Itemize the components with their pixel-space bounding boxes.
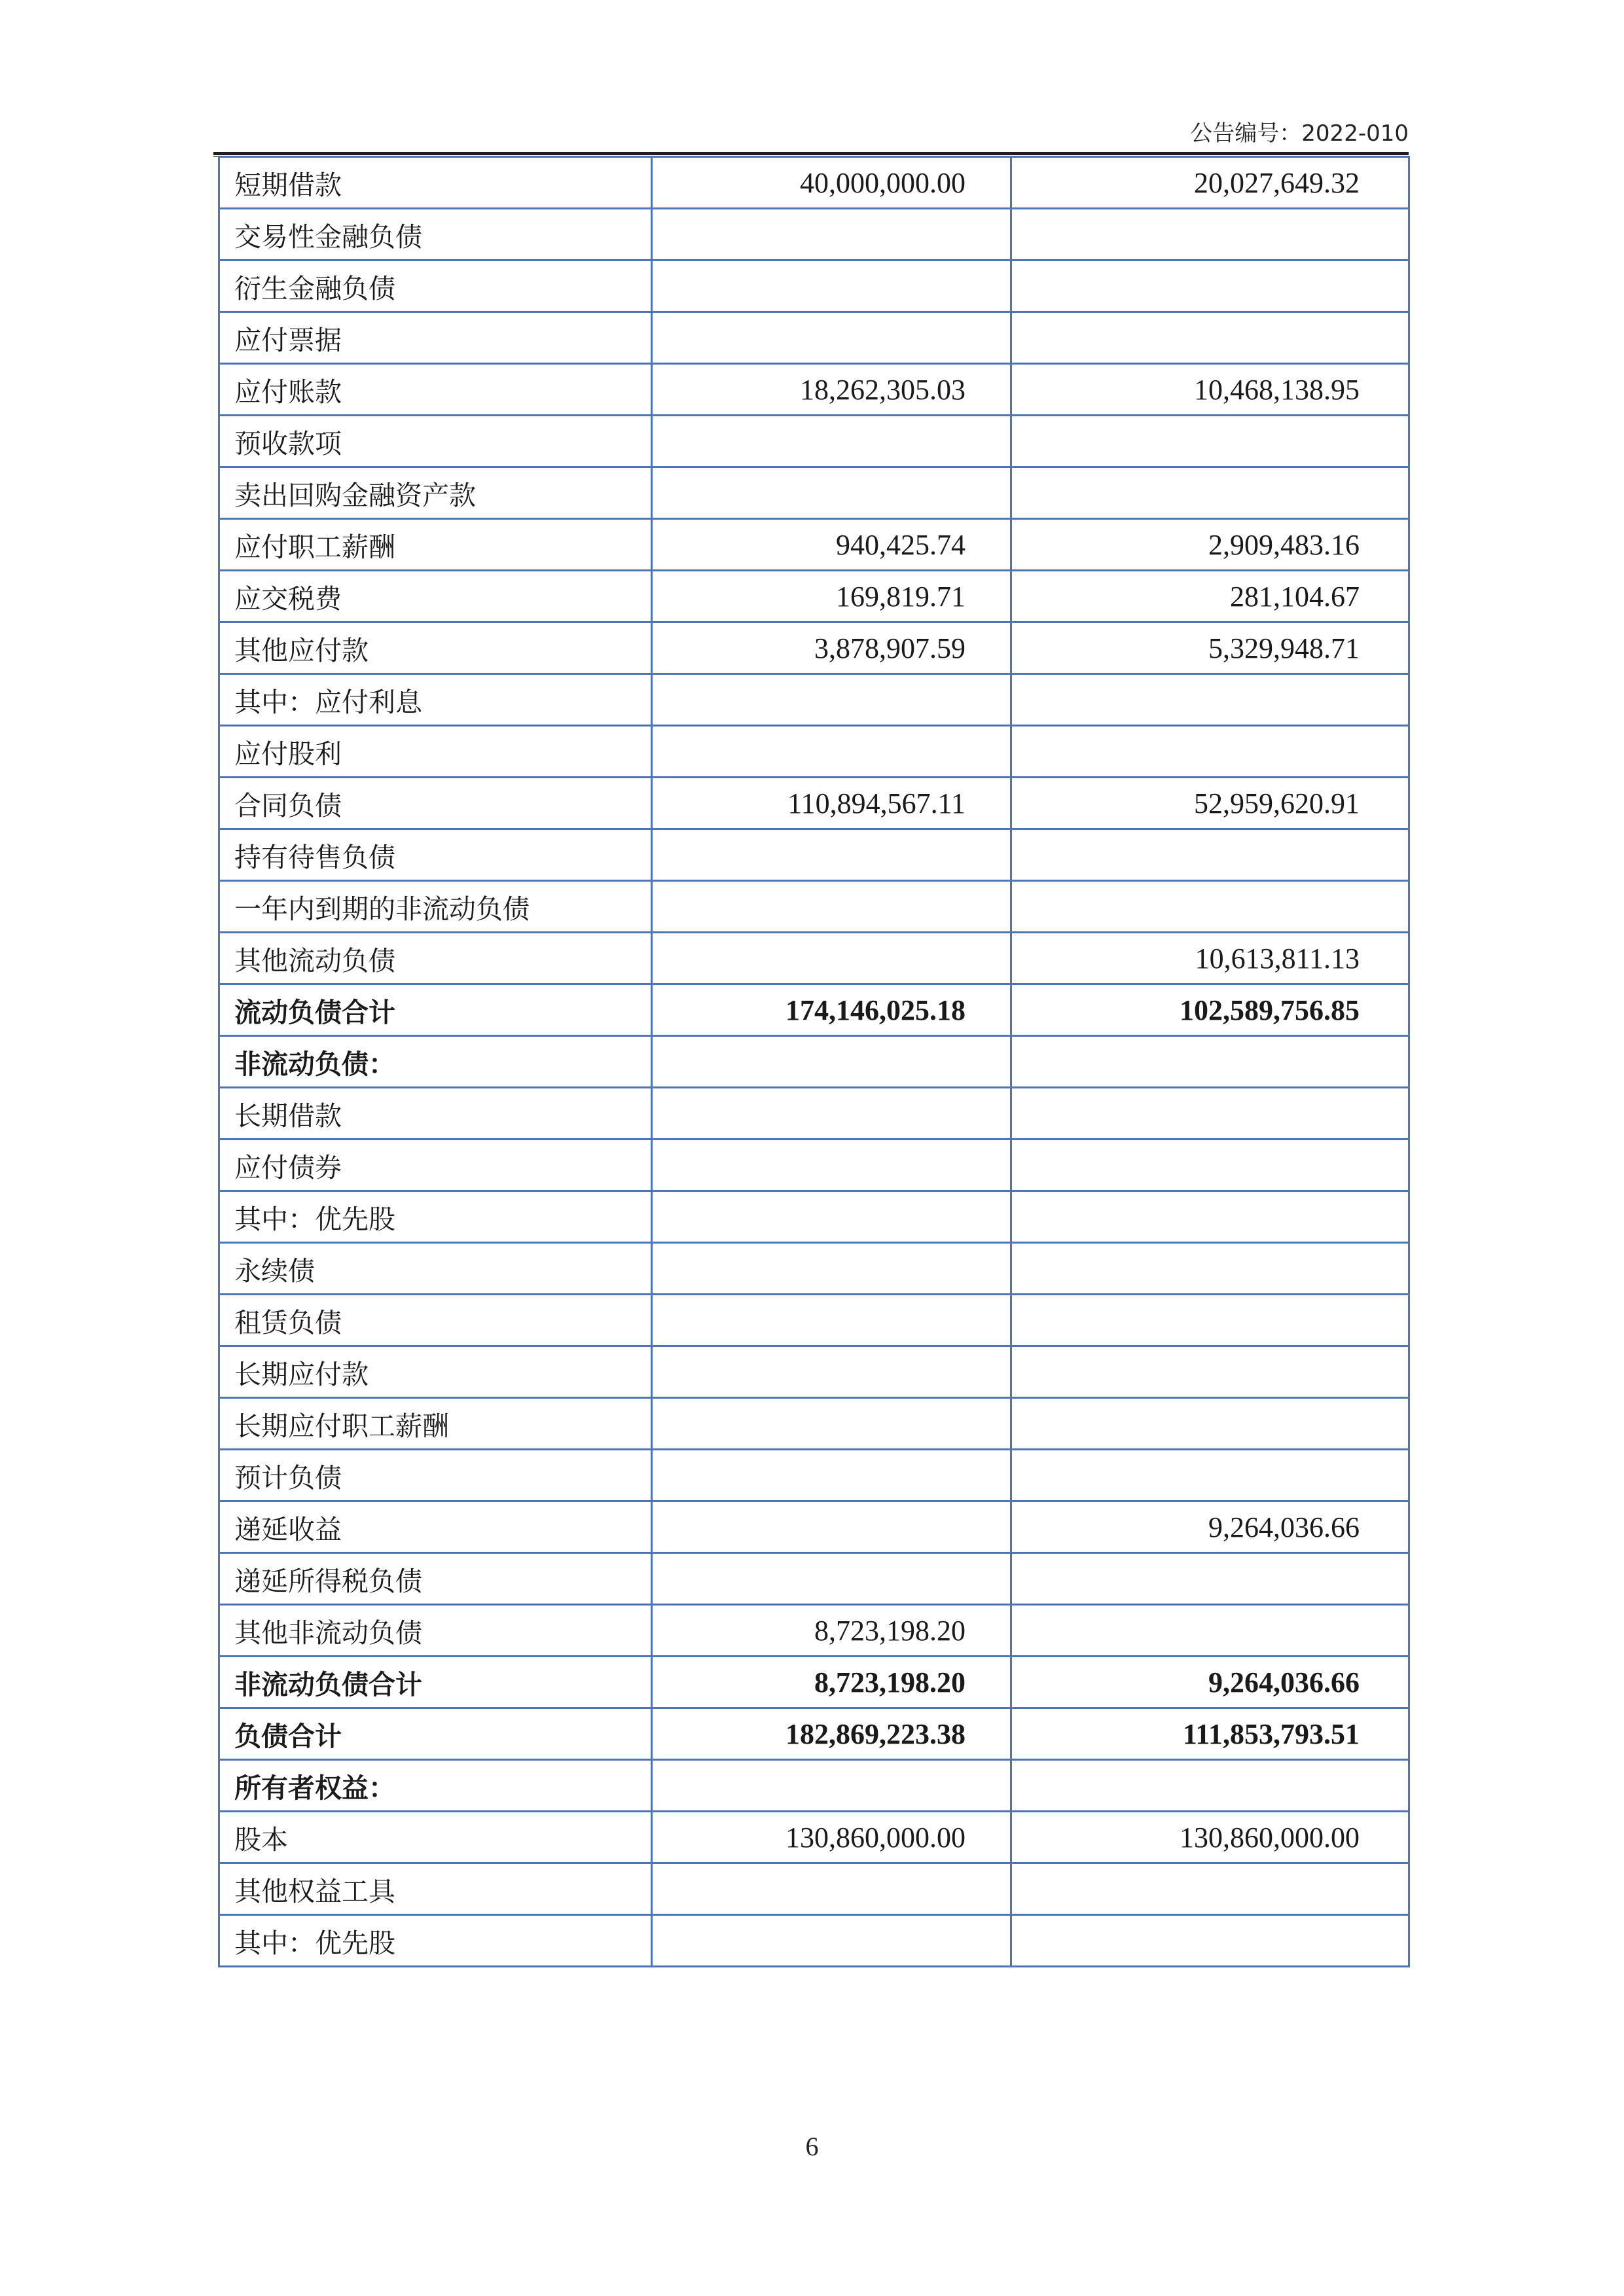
prior-period-value: 5,329,948.71 [1011, 622, 1409, 674]
row-label: 预收款项 [219, 416, 652, 467]
current-period-value [652, 881, 1011, 933]
prior-period-value: 281,104.67 [1011, 571, 1409, 622]
prior-period-value [1011, 1605, 1409, 1657]
current-period-value: 8,723,198.20 [652, 1657, 1011, 1708]
row-label: 非流动负债合计 [219, 1657, 652, 1708]
row-label: 应交税费 [219, 571, 652, 622]
current-period-value: 130,860,000.00 [652, 1812, 1011, 1863]
current-period-value [652, 1553, 1011, 1605]
table-row [219, 829, 1409, 881]
table-row [219, 1605, 1409, 1657]
table-row [219, 933, 1409, 984]
balance-sheet-body [219, 157, 1409, 1967]
prior-period-value: 102,589,756.85 [1011, 984, 1409, 1036]
table-row [219, 1812, 1409, 1863]
row-label: 其他权益工具 [219, 1863, 652, 1915]
current-period-value [652, 312, 1011, 364]
prior-period-value: 9,264,036.66 [1011, 1657, 1409, 1708]
current-period-value [652, 829, 1011, 881]
row-label: 应付债券 [219, 1139, 652, 1191]
row-label: 长期借款 [219, 1088, 652, 1139]
prior-period-value [1011, 881, 1409, 933]
row-label: 永续债 [219, 1243, 652, 1295]
prior-period-value [1011, 260, 1409, 312]
row-label: 卖出回购金融资产款 [219, 467, 652, 519]
table-row [219, 1088, 1409, 1139]
row-label: 递延收益 [219, 1501, 652, 1553]
header-rule [213, 152, 1409, 155]
prior-period-value: 10,613,811.13 [1011, 933, 1409, 984]
prior-period-value: 111,853,793.51 [1011, 1708, 1409, 1760]
current-period-value [652, 1191, 1011, 1243]
table-row [219, 467, 1409, 519]
current-period-value [652, 1243, 1011, 1295]
prior-period-value [1011, 726, 1409, 778]
row-label: 短期借款 [219, 157, 652, 209]
current-period-value [652, 1760, 1011, 1812]
table-row [219, 726, 1409, 778]
current-period-value: 40,000,000.00 [652, 157, 1011, 209]
prior-period-value: 9,264,036.66 [1011, 1501, 1409, 1553]
current-period-value: 3,878,907.59 [652, 622, 1011, 674]
current-period-value [652, 416, 1011, 467]
row-label: 非流动负债： [219, 1036, 652, 1088]
current-period-value: 18,262,305.03 [652, 364, 1011, 416]
prior-period-value [1011, 1346, 1409, 1398]
prior-period-value [1011, 1915, 1409, 1967]
table-row [219, 1501, 1409, 1553]
prior-period-value [1011, 209, 1409, 260]
prior-period-value: 2,909,483.16 [1011, 519, 1409, 571]
current-period-value [652, 674, 1011, 726]
row-label: 租赁负债 [219, 1295, 652, 1346]
current-period-value [652, 1139, 1011, 1191]
prior-period-value [1011, 1450, 1409, 1501]
prior-period-value [1011, 1036, 1409, 1088]
row-label: 流动负债合计 [219, 984, 652, 1036]
table-row [219, 1863, 1409, 1915]
row-label: 负债合计 [219, 1708, 652, 1760]
current-period-value: 174,146,025.18 [652, 984, 1011, 1036]
table-row [219, 1295, 1409, 1346]
prior-period-value [1011, 829, 1409, 881]
table-row [219, 1243, 1409, 1295]
current-period-value: 8,723,198.20 [652, 1605, 1011, 1657]
page-number: 6 [805, 2132, 819, 2161]
current-period-value [652, 1863, 1011, 1915]
row-label: 其中：应付利息 [219, 674, 652, 726]
current-period-value [652, 1295, 1011, 1346]
row-label: 股本 [219, 1812, 652, 1863]
prior-period-value [1011, 674, 1409, 726]
current-period-value [652, 260, 1011, 312]
row-label: 其中：优先股 [219, 1191, 652, 1243]
table-row [219, 519, 1409, 571]
prior-period-value [1011, 1139, 1409, 1191]
prior-period-value [1011, 416, 1409, 467]
table-row [219, 622, 1409, 674]
current-period-value: 182,869,223.38 [652, 1708, 1011, 1760]
prior-period-value [1011, 1760, 1409, 1812]
row-label: 其他应付款 [219, 622, 652, 674]
current-period-value [652, 726, 1011, 778]
table-row [219, 1657, 1409, 1708]
table-row [219, 984, 1409, 1036]
current-period-value: 169,819.71 [652, 571, 1011, 622]
table-row [219, 1760, 1409, 1812]
current-period-value [652, 1036, 1011, 1088]
current-period-value [652, 1501, 1011, 1553]
table-row [219, 881, 1409, 933]
current-period-value [652, 209, 1011, 260]
current-period-value [652, 1346, 1011, 1398]
row-label: 应付股利 [219, 726, 652, 778]
prior-period-value [1011, 1191, 1409, 1243]
row-label: 长期应付款 [219, 1346, 652, 1398]
table-row [219, 1708, 1409, 1760]
row-label: 应付票据 [219, 312, 652, 364]
prior-period-value [1011, 1863, 1409, 1915]
table-row [219, 416, 1409, 467]
row-label: 衍生金融负债 [219, 260, 652, 312]
current-period-value: 110,894,567.11 [652, 778, 1011, 829]
table-row [219, 1553, 1409, 1605]
balance-sheet-table [218, 156, 1410, 1967]
table-row [219, 1139, 1409, 1191]
prior-period-value [1011, 312, 1409, 364]
row-label: 其他流动负债 [219, 933, 652, 984]
table-row [219, 209, 1409, 260]
prior-period-value: 10,468,138.95 [1011, 364, 1409, 416]
current-period-value: 940,425.74 [652, 519, 1011, 571]
row-label: 预计负债 [219, 1450, 652, 1501]
row-label: 所有者权益： [219, 1760, 652, 1812]
table-row [219, 1346, 1409, 1398]
row-label: 递延所得税负债 [219, 1553, 652, 1605]
row-label: 持有待售负债 [219, 829, 652, 881]
prior-period-value [1011, 1088, 1409, 1139]
announcement-number: 公告编号：2022-010 [1190, 120, 1409, 147]
table-row [219, 778, 1409, 829]
table-row [219, 674, 1409, 726]
row-label: 交易性金融负债 [219, 209, 652, 260]
prior-period-value [1011, 1243, 1409, 1295]
current-period-value [652, 1915, 1011, 1967]
table-row [219, 260, 1409, 312]
table-row [219, 312, 1409, 364]
prior-period-value [1011, 1398, 1409, 1450]
row-label: 应付职工薪酬 [219, 519, 652, 571]
row-label: 其中：优先股 [219, 1915, 652, 1967]
row-label: 合同负债 [219, 778, 652, 829]
table-row [219, 157, 1409, 209]
row-label: 应付账款 [219, 364, 652, 416]
current-period-value [652, 933, 1011, 984]
prior-period-value [1011, 1295, 1409, 1346]
prior-period-value: 52,959,620.91 [1011, 778, 1409, 829]
table-row [219, 1036, 1409, 1088]
table-row [219, 364, 1409, 416]
current-period-value [652, 1450, 1011, 1501]
prior-period-value [1011, 467, 1409, 519]
current-period-value [652, 1088, 1011, 1139]
current-period-value [652, 467, 1011, 519]
prior-period-value: 20,027,649.32 [1011, 157, 1409, 209]
prior-period-value [1011, 1553, 1409, 1605]
row-label: 长期应付职工薪酬 [219, 1398, 652, 1450]
table-row [219, 1450, 1409, 1501]
row-label: 其他非流动负债 [219, 1605, 652, 1657]
current-period-value [652, 1398, 1011, 1450]
table-row [219, 1398, 1409, 1450]
table-row [219, 571, 1409, 622]
table-row [219, 1191, 1409, 1243]
prior-period-value: 130,860,000.00 [1011, 1812, 1409, 1863]
table-row [219, 1915, 1409, 1967]
row-label: 一年内到期的非流动负债 [219, 881, 652, 933]
